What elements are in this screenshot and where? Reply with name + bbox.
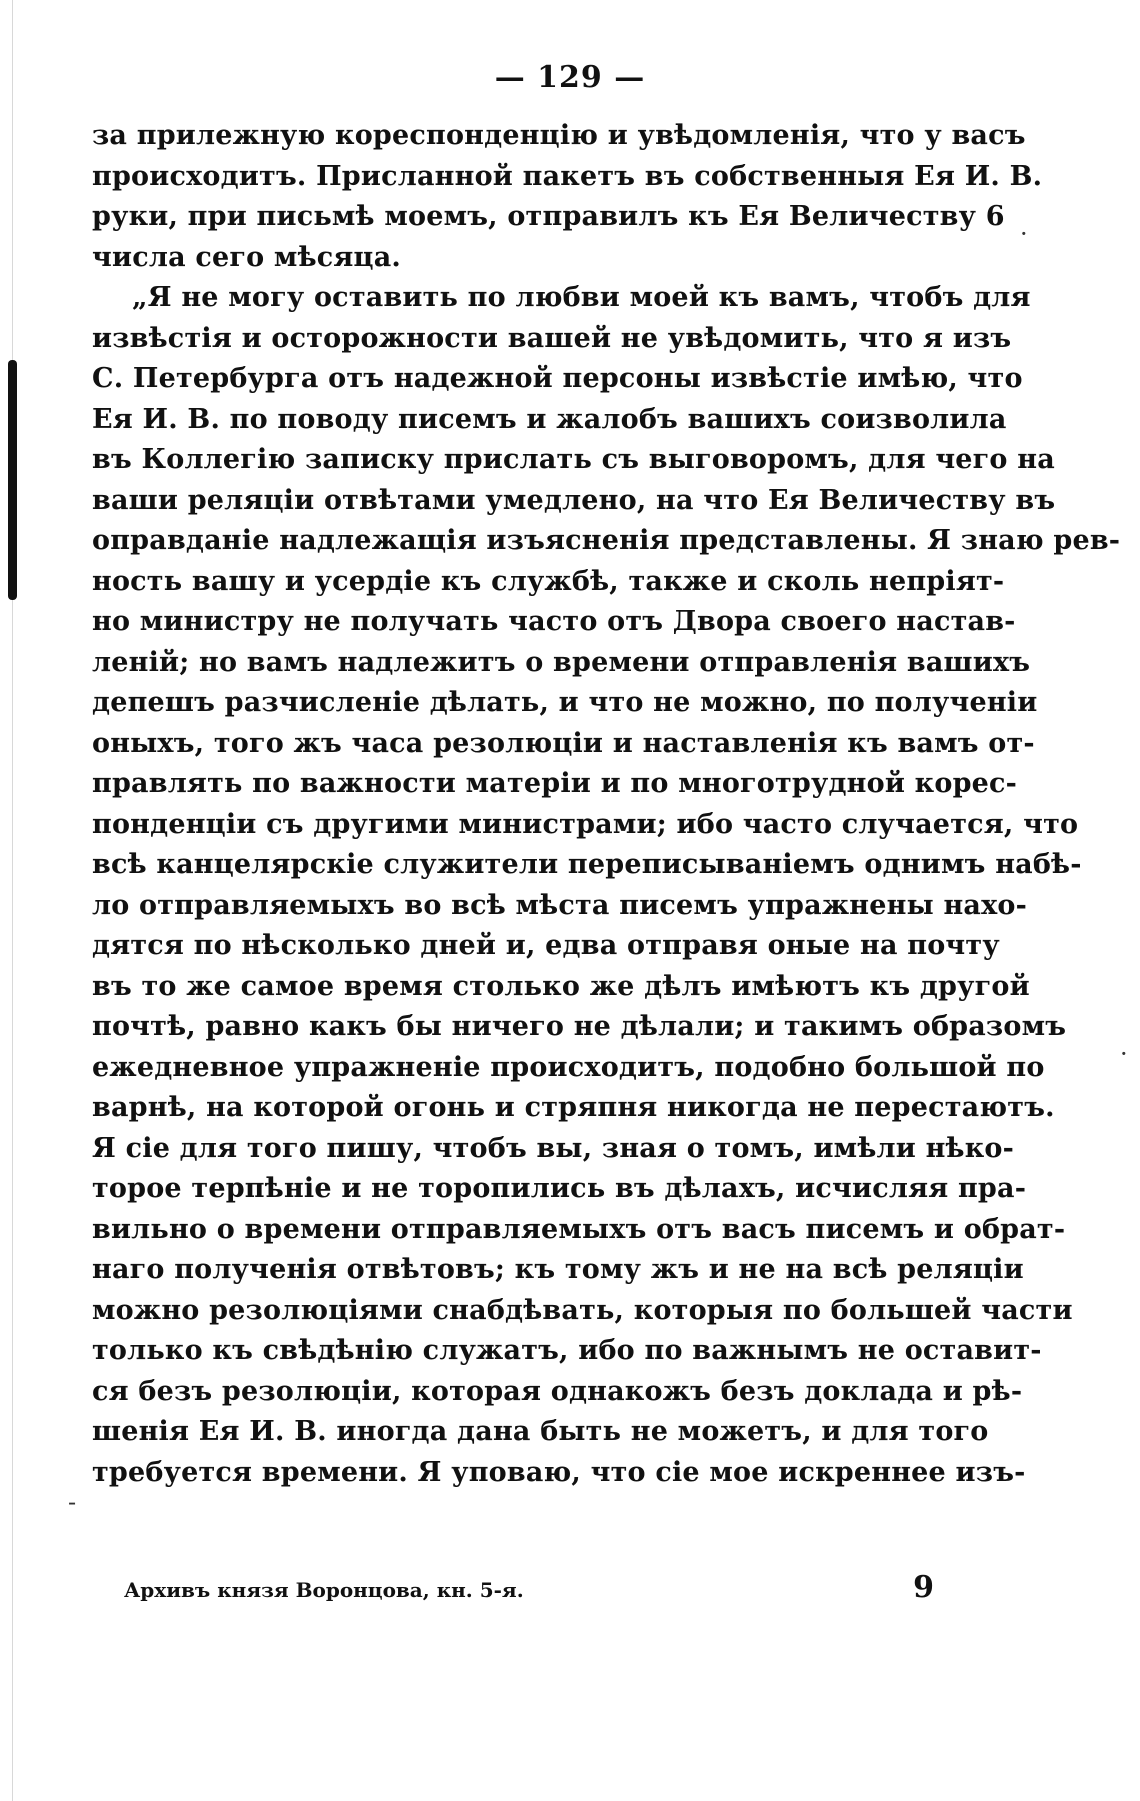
page-footer <box>124 1570 944 1610</box>
source-note: Архивъ князя Воронцова, кн. 5-я. <box>124 1578 524 1602</box>
text-line: почтѣ, равно какъ бы ничего не дѣлали; и такимъ образомъ <box>92 1011 1067 1042</box>
text-line: наго полученія отвѣтовъ; къ тому жъ и не на всѣ реляціи <box>92 1254 1024 1285</box>
text-line: требуется времени. Я уповаю, что сіе мое искреннее изъ- <box>92 1456 1026 1488</box>
text-line: извѣстія и осторожности вашей не увѣдомить, что я изъ <box>92 322 1012 354</box>
text-line: депешъ разчисленіе дѣлать, и что не можно, по полученіи <box>92 687 1038 718</box>
text-line: числа сего мѣсяца. <box>92 241 401 273</box>
text-line: Ея И. В. по поводу писемъ и жалобъ вашихъ соизволила <box>92 403 1007 435</box>
text-line: но министру не получать часто отъ Двора своего настав- <box>92 606 1016 637</box>
scan-speck-icon: · <box>1020 220 1028 248</box>
text-line: всѣ канцелярскіе служители переписываніемъ однимъ набѣ- <box>92 849 1082 880</box>
text-line: ваши реляціи отвѣтами умедлено, на что Ея Величеству въ <box>92 484 1056 516</box>
text-line: руки, при письмѣ моемъ, отправилъ къ Ея Величеству 6 <box>92 201 1005 232</box>
text-line: за прилежную кореспонденцію и увѣдомленія, что у васъ <box>92 120 1026 151</box>
text-line: ежедневное упражненіе происходитъ, подобно большой по <box>92 1051 1045 1083</box>
text-line: Я сіе для того пишу, чтобъ вы, зная о томъ, имѣли нѣко- <box>92 1132 1015 1164</box>
text-line: ность вашу и усердіе къ службѣ, также и сколь непріят- <box>92 565 1005 597</box>
text-line: торое терпѣніе и не торопились въ дѣлахъ, исчисляя пра- <box>92 1173 1027 1204</box>
text-line: понденціи съ другими министрами; ибо часто случается, что <box>92 808 1079 840</box>
margin-dash-icon: - <box>68 1488 77 1516</box>
text-line: происходитъ. Присланной пакетъ въ собственныя Ея И. В. <box>92 160 1043 192</box>
page-number: — 129 — <box>494 60 646 95</box>
text-line: только къ свѣдѣнію служатъ, ибо по важнымъ не оставит- <box>92 1335 1042 1366</box>
page-edge-line <box>12 0 13 1801</box>
text-line: вильно о времени отправляемыхъ отъ васъ писемъ и обрат- <box>92 1213 1066 1245</box>
scan-speck-icon: · <box>1120 1040 1128 1068</box>
text-line: можно резолюціями снабдѣвать, которыя по большей части <box>92 1294 1073 1326</box>
text-line: ся безъ резолюціи, которая однакожъ безъ доклада и рѣ- <box>92 1375 1023 1407</box>
text-line: С. Петербурга отъ надежной персоны извѣстіе имѣю, что <box>92 363 1023 394</box>
text-line: правлять по важности матеріи и по многотрудной корес- <box>92 768 1018 799</box>
text-line: въ Коллегію записку прислать съ выговоромъ, для чего на <box>92 444 1055 475</box>
body-text <box>92 116 1121 1493</box>
signature-mark: 9 <box>913 1570 934 1605</box>
text-line: варнѣ, на которой огонь и стряпня никогда не перестаютъ. <box>92 1092 1055 1123</box>
text-line: дятся по нѣсколько дней и, едва отправя оные на почту <box>92 930 1000 961</box>
text-line: въ то же самое время столько же дѣлъ имѣютъ къ другой <box>92 970 1030 1002</box>
text-line: оныхъ, того жъ часа резолюціи и наставленія къ вамъ от- <box>92 727 1035 759</box>
text-line: „Я не могу оставить по любви моей къ вамъ, чтобъ для <box>132 282 1031 313</box>
text-line: шенія Ея И. В. иногда дана быть не можетъ, и для того <box>92 1416 989 1447</box>
text-line: ло отправляемыхъ во всѣ мѣста писемъ упражнены нахо- <box>92 889 1028 921</box>
binding-shadow <box>8 360 17 600</box>
text-line: оправданіе надлежащія изъясненія представлены. Я знаю рев- <box>92 525 1121 556</box>
text-line: леній; но вамъ надлежитъ о времени отправленія вашихъ <box>92 646 1031 678</box>
